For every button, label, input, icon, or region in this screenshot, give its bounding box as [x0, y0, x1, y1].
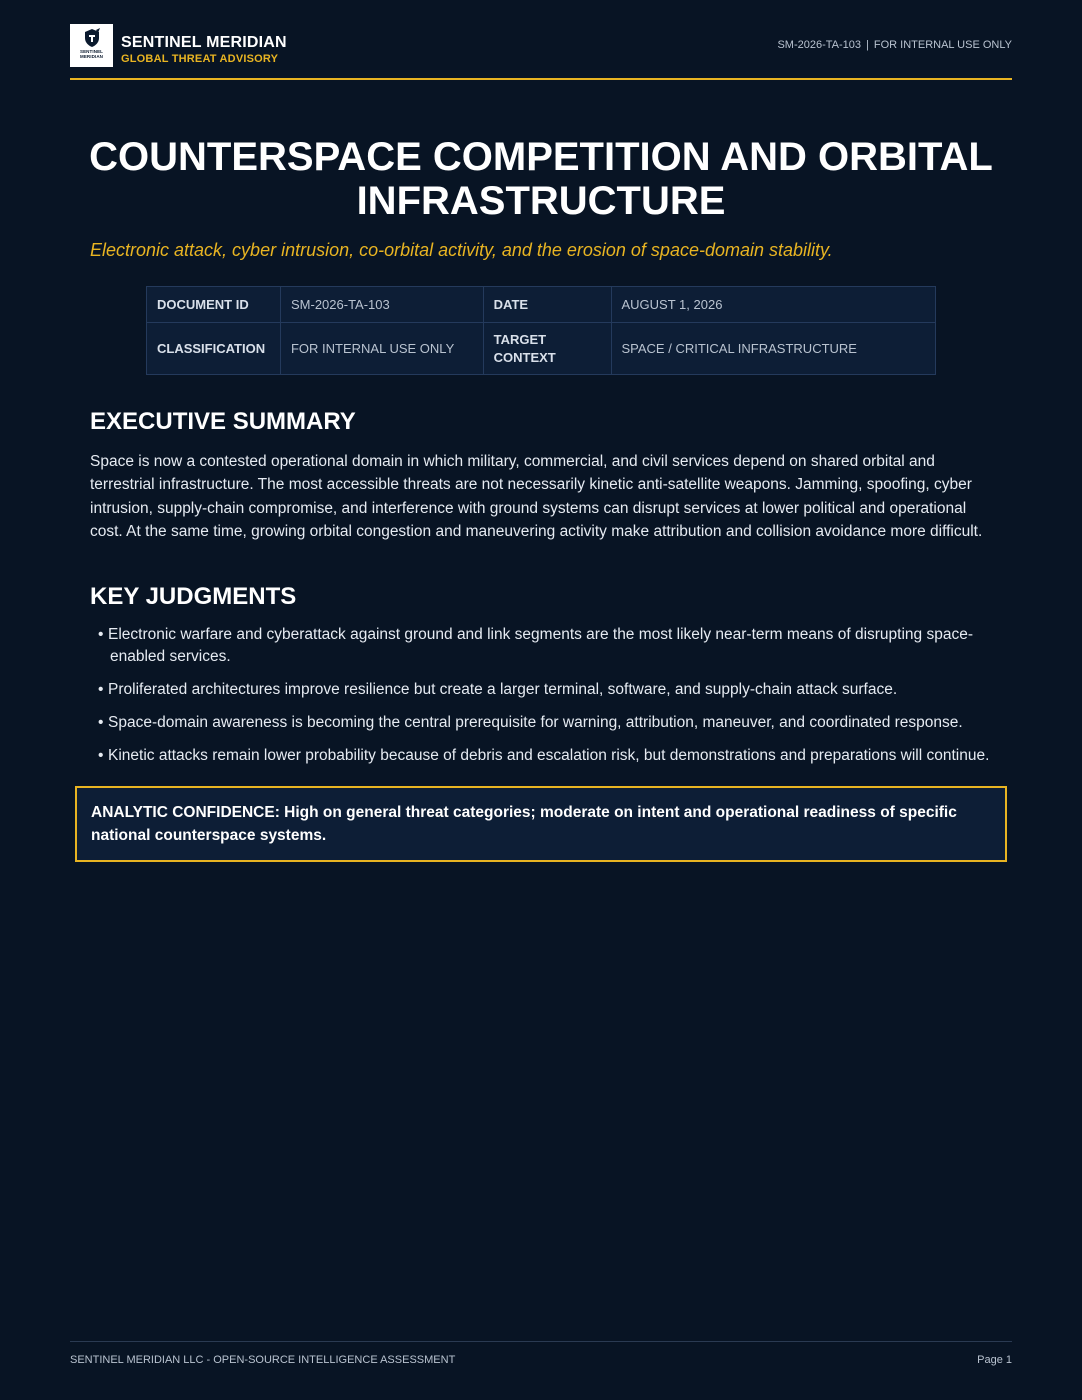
target-context-label: TARGET CONTEXT [483, 323, 611, 375]
metadata-row [147, 287, 936, 323]
header-doc-id: SM-2026-TA-103 [777, 39, 861, 51]
header-handling: FOR INTERNAL USE ONLY [873, 39, 1012, 51]
document-id-label: DOCUMENT ID [147, 287, 281, 323]
target-context-value: SPACE / CRITICAL INFRASTRUCTURE [611, 323, 936, 375]
brand-name: SENTINEL MERIDIAN [121, 34, 287, 51]
key-judgments-list [98, 624, 998, 778]
page-footer [70, 1341, 1012, 1372]
header-document-reference [777, 39, 1012, 51]
classification-value: FOR INTERNAL USE ONLY [280, 323, 483, 375]
page-header [70, 24, 1012, 80]
brand-subtitle: GLOBAL THREAT ADVISORY [121, 53, 279, 65]
judgment-text: Proliferated architectures improve resilience but create a larger terminal, software, and supply-chain attack surface. [108, 681, 898, 698]
metadata-row [147, 323, 936, 375]
footer-company: SENTINEL MERIDIAN LLC - OPEN-SOURCE INTELLIGENCE ASSESSMENT [70, 1354, 456, 1366]
analytic-confidence-callout: ANALYTIC CONFIDENCE: High on general threat categories; moderate on intent and operational readiness of specific national counterspace systems. [75, 786, 1007, 862]
page-number: Page 1 [977, 1354, 1012, 1366]
key-judgments-heading: KEY JUDGMENTS [90, 583, 297, 610]
document-metadata-table [146, 286, 936, 375]
header-separator: | [866, 39, 869, 51]
classification-label: CLASSIFICATION [147, 323, 281, 375]
document-id-value: SM-2026-TA-103 [280, 287, 483, 323]
bullet: • [98, 681, 104, 698]
sentinel-shield-logo [70, 24, 113, 67]
bullet: • [98, 626, 104, 643]
judgment-text: Space-domain awareness is becoming the central prerequisite for warning, attribution, maneuver, and coordinated response. [108, 714, 963, 731]
executive-summary-heading: EXECUTIVE SUMMARY [90, 408, 356, 435]
list-item [98, 624, 998, 668]
document-subtitle: Electronic attack, cyber intrusion, co-orbital activity, and the erosion of space-domain stability. [90, 240, 833, 260]
bullet: • [98, 714, 104, 731]
bullet: • [98, 747, 104, 764]
knight-helmet-icon [82, 28, 102, 48]
document-title: COUNTERSPACE COMPETITION AND ORBITAL INFRASTRUCTURE [89, 135, 993, 223]
logo-caption: SENTINEL MERIDIAN [79, 49, 104, 59]
executive-summary-body: Space is now a contested operational domain in which military, commercial, and civil services depend on shared orbital and terrestrial infrastructure. The most accessible threats are not necessarily kinetic anti-satellite weapons. Jamming, spoofing, cyber intrusion, supply-chain compromise, and interference with ground systems can disrupt services at lower political and operational cost. At the same time, growing orbital congestion and maneuvering activity make attribution and collision avoidance more difficult. [90, 453, 983, 540]
list-item [98, 712, 998, 734]
judgment-text: Electronic warfare and cyberattack against ground and link segments are the most likely near-term means of disrupting space-enabled services. [108, 626, 973, 665]
list-item [98, 679, 998, 701]
judgment-text: Kinetic attacks remain lower probability because of debris and escalation risk, but demonstrations and preparations will continue. [108, 747, 990, 764]
date-value: AUGUST 1, 2026 [611, 287, 936, 323]
date-label: DATE [483, 287, 611, 323]
list-item [98, 745, 998, 767]
